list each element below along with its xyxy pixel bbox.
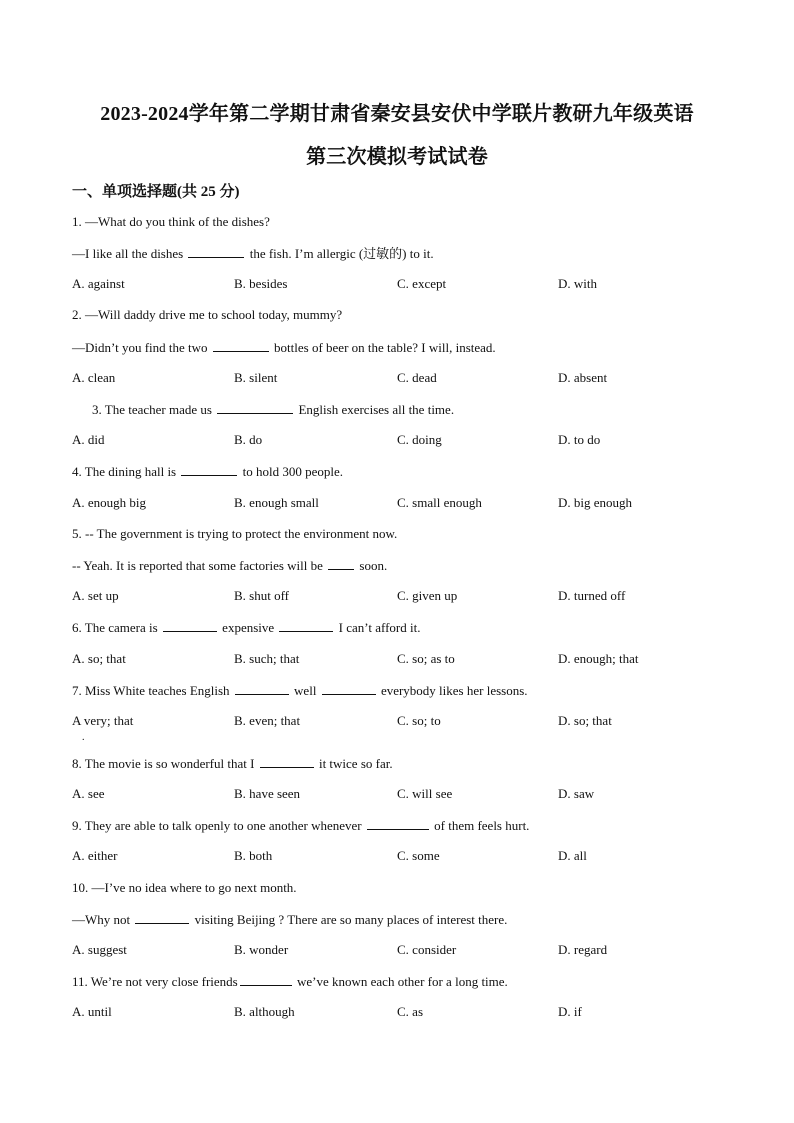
question-6-text	[72, 619, 420, 636]
question-1-option-a: A. against	[72, 276, 125, 291]
question-2-response	[72, 339, 496, 356]
question-4-text	[72, 463, 343, 480]
question-9-option-b: B. both	[234, 848, 273, 863]
question-6-option-c: C. so; as to	[397, 651, 455, 666]
question-6-blank-2	[279, 619, 333, 632]
question-5-option-b: B. shut off	[234, 588, 290, 603]
question-5-blank	[328, 557, 354, 570]
question-11-option-d: D. if	[558, 1004, 582, 1019]
question-2-option-c: C. dead	[397, 370, 437, 385]
question-7-blank-1	[235, 682, 289, 695]
question-4-text-end: to hold 300 people.	[242, 464, 344, 479]
question-5-option-a: A. set up	[72, 588, 119, 603]
question-3-blank	[217, 401, 293, 414]
question-7-blank-2	[322, 682, 376, 695]
question-8-option-c: C. will see	[397, 786, 453, 801]
question-1-response	[72, 245, 434, 262]
question-10-response-start: —Why not	[72, 912, 131, 927]
question-7-text-start: 7. Miss White teaches English	[72, 683, 230, 698]
section-heading-multiple-choice: 一、单项选择题(共 25 分)	[72, 184, 240, 200]
question-6-option-a: A. so; that	[72, 651, 126, 666]
question-11-text-start: 11. We’re not very close friends	[72, 974, 238, 989]
question-6-text-start: 6. The camera is	[72, 620, 158, 635]
question-3-option-a: A. did	[72, 432, 105, 447]
exam-title-line-1: 2023-2024学年第二学期甘肃省秦安县安伏中学联片教研九年级英语	[100, 103, 694, 125]
question-4-option-a: A. enough big	[72, 495, 147, 510]
question-7-option-b: B. even; that	[234, 713, 301, 728]
question-2-response-start: —Didn’t you find the two	[72, 340, 208, 355]
question-5-option-d: D. turned off	[558, 588, 626, 603]
question-8-option-a: A. see	[72, 786, 105, 801]
question-4-option-c: C. small enough	[397, 495, 482, 510]
question-8-text-end: it twice so far.	[318, 756, 393, 771]
question-8-option-b: B. have seen	[234, 786, 301, 801]
question-5-text: 5. -- The government is trying to protect the environment now.	[72, 526, 398, 541]
question-8-text-start: 8. The movie is so wonderful that I	[72, 756, 255, 771]
question-7-text	[72, 682, 528, 699]
question-1-option-b: B. besides	[234, 276, 288, 291]
question-11-option-a: A. until	[72, 1004, 112, 1019]
question-6-blank-1	[163, 619, 217, 632]
question-4-text-start: 4. The dining hall is	[72, 464, 177, 479]
question-4-option-d: D. big enough	[558, 495, 633, 510]
question-8-option-d: D. saw	[558, 786, 595, 801]
question-11-option-b: B. although	[234, 1004, 295, 1019]
question-5-response	[72, 557, 387, 574]
question-2-text: 2. —Will daddy drive me to school today, mummy?	[72, 307, 343, 322]
question-2-option-b: B. silent	[234, 370, 278, 385]
question-6-option-b: B. such; that	[234, 651, 300, 666]
question-6-option-d: D. enough; that	[558, 651, 639, 666]
question-1-response-end: the fish. I’m allergic (过敏的) to it.	[249, 246, 434, 261]
question-6-text-end: I can’t afford it.	[338, 620, 421, 635]
question-7-option-c: C. so; to	[397, 713, 441, 728]
question-9-option-d: D. all	[558, 848, 587, 863]
question-1-option-d: D. with	[558, 276, 597, 291]
stray-dot-mark: .	[82, 732, 85, 743]
question-9-text-start: 9. They are able to talk openly to one another whenever	[72, 818, 362, 833]
question-10-option-c: C. consider	[397, 942, 457, 957]
question-10-option-a: A. suggest	[72, 942, 127, 957]
question-3-text	[92, 401, 454, 418]
question-7-option-d: D. so; that	[558, 713, 612, 728]
question-3-option-b: B. do	[234, 432, 263, 447]
question-11-option-c: C. as	[397, 1004, 423, 1019]
question-5-response-start: -- Yeah. It is reported that some factories will be	[72, 558, 323, 573]
question-9-option-a: A. either	[72, 848, 118, 863]
question-7-text-middle: well	[294, 683, 317, 698]
question-9-text-end: of them feels hurt.	[434, 818, 530, 833]
question-4-option-b: B. enough small	[234, 495, 319, 510]
question-2-response-end: bottles of beer on the table? I will, instead.	[274, 340, 496, 355]
question-2-blank	[213, 339, 269, 352]
question-6-text-middle: expensive	[222, 620, 275, 635]
question-3-text-end: English exercises all the time.	[298, 402, 455, 417]
question-1-blank	[188, 245, 244, 258]
question-2-option-d: D. absent	[558, 370, 608, 385]
question-8-blank	[260, 755, 314, 768]
question-1-text: 1. —What do you think of the dishes?	[72, 214, 270, 229]
question-1-option-c: C. except	[397, 276, 447, 291]
question-7-text-end: everybody likes her lessons.	[380, 683, 528, 698]
question-10-blank	[135, 911, 189, 924]
exam-title-line-2: 第三次模拟考试试卷	[306, 146, 488, 168]
question-3-text-start: 3. The teacher made us	[92, 402, 212, 417]
question-3-option-c: C. doing	[397, 432, 442, 447]
question-9-blank	[367, 817, 429, 830]
question-3-option-d: D. to do	[558, 432, 601, 447]
question-1-response-start: —I like all the dishes	[72, 246, 184, 261]
question-9-option-c: C. some	[397, 848, 440, 863]
question-4-blank	[181, 463, 237, 476]
question-9-text	[72, 817, 529, 834]
question-10-option-b: B. wonder	[234, 942, 289, 957]
question-5-response-end: soon.	[359, 558, 388, 573]
question-7-option-a: A very; that	[72, 713, 134, 728]
question-11-text	[72, 973, 508, 990]
question-2-option-a: A. clean	[72, 370, 116, 385]
question-11-text-end: we’ve known each other for a long time.	[296, 974, 508, 989]
question-5-option-c: C. given up	[397, 588, 458, 603]
question-10-option-d: D. regard	[558, 942, 608, 957]
question-10-response-end: visiting Beijing ? There are so many places of interest there.	[194, 912, 508, 927]
question-11-blank	[240, 973, 292, 986]
question-10-response	[72, 911, 507, 928]
question-10-text: 10. —I’ve no idea where to go next month.	[72, 880, 297, 895]
question-8-text	[72, 755, 393, 772]
